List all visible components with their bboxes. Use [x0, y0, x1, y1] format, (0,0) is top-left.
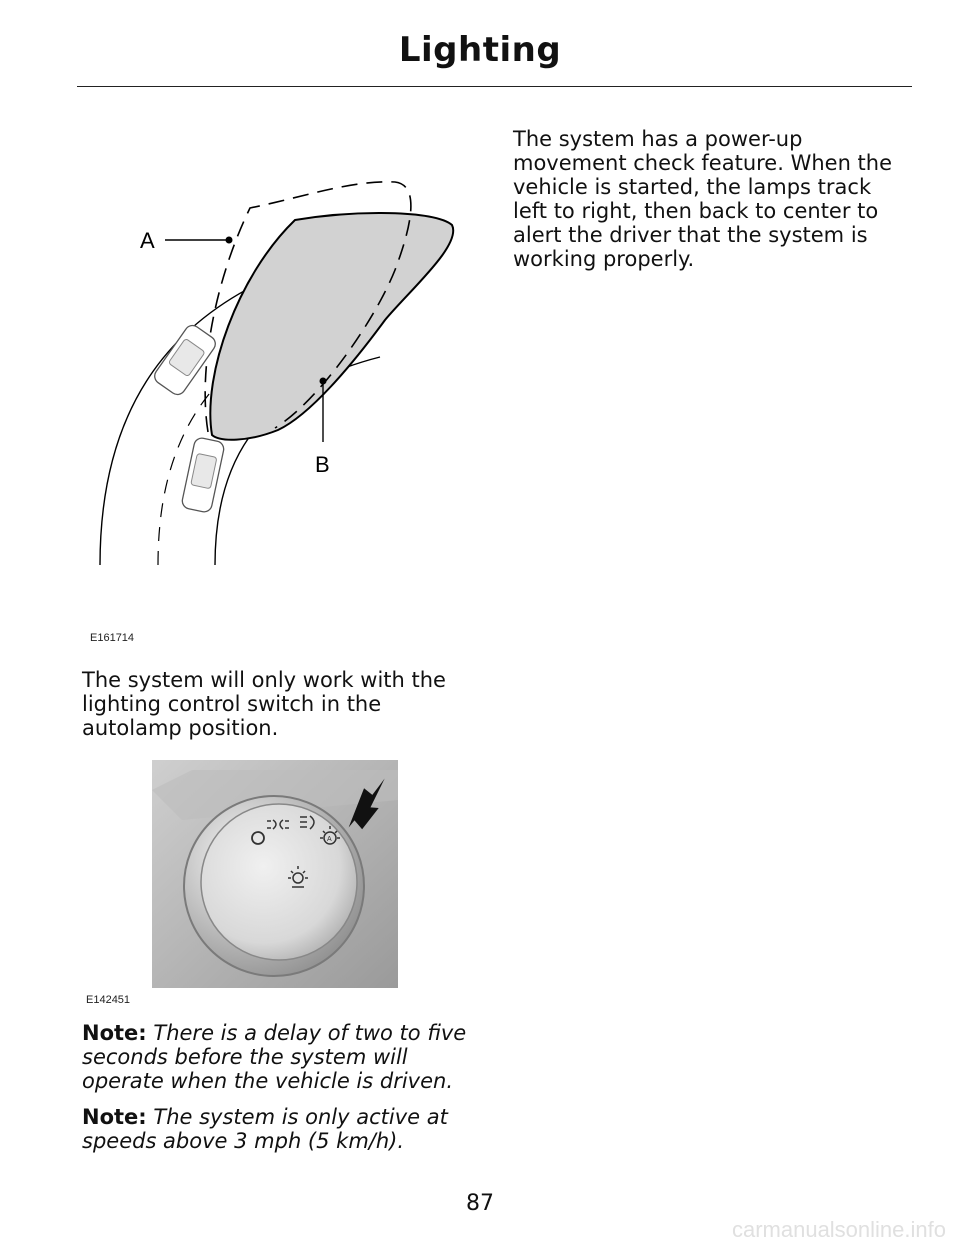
lighting-switch-illustration: [152, 760, 398, 988]
watermark: carmanualsonline.info: [731, 1217, 946, 1242]
curve-lighting-illustration: [90, 170, 480, 580]
note-2-text: The system is only active at speeds above 3 mph (5 km/h).: [82, 1105, 448, 1153]
note-1-label: Note:: [82, 1021, 147, 1045]
note-2: [82, 1105, 482, 1153]
page-number: 87: [466, 1191, 494, 1216]
figure1-id: E161714: [90, 632, 135, 644]
page-title: Lighting: [398, 30, 562, 70]
powerup-paragraph-text: The system has a power-up movement check feature. When the vehicle is started, the lamps track left to right, then back to center to alert the driver that the system is working properly.: [513, 127, 893, 271]
powerup-paragraph: [513, 127, 911, 271]
svg-text:A: A: [327, 836, 332, 843]
switch-knob: [201, 804, 357, 960]
callout-b-label: B: [315, 452, 330, 477]
adaptive-beam-area: [210, 213, 453, 440]
lighting-switch-photo: [152, 760, 398, 988]
note-1: [82, 1021, 482, 1093]
callout-a-dot: [226, 237, 233, 244]
autolamp-paragraph: [82, 668, 482, 740]
callout-a-label: A: [140, 228, 155, 253]
note-1-text: There is a delay of two to five seconds before the system will operate when the vehicle is driven.: [82, 1021, 467, 1093]
car-bottom: [181, 437, 225, 514]
title-divider: [77, 86, 912, 87]
autolamp-paragraph-text: The system will only work with the lighting control switch in the autolamp position.: [82, 668, 446, 740]
curve-lighting-diagram: [90, 170, 480, 580]
callout-b-dot: [320, 378, 327, 385]
note-2-label: Note:: [82, 1105, 147, 1129]
figure2-id: E142451: [86, 994, 131, 1006]
